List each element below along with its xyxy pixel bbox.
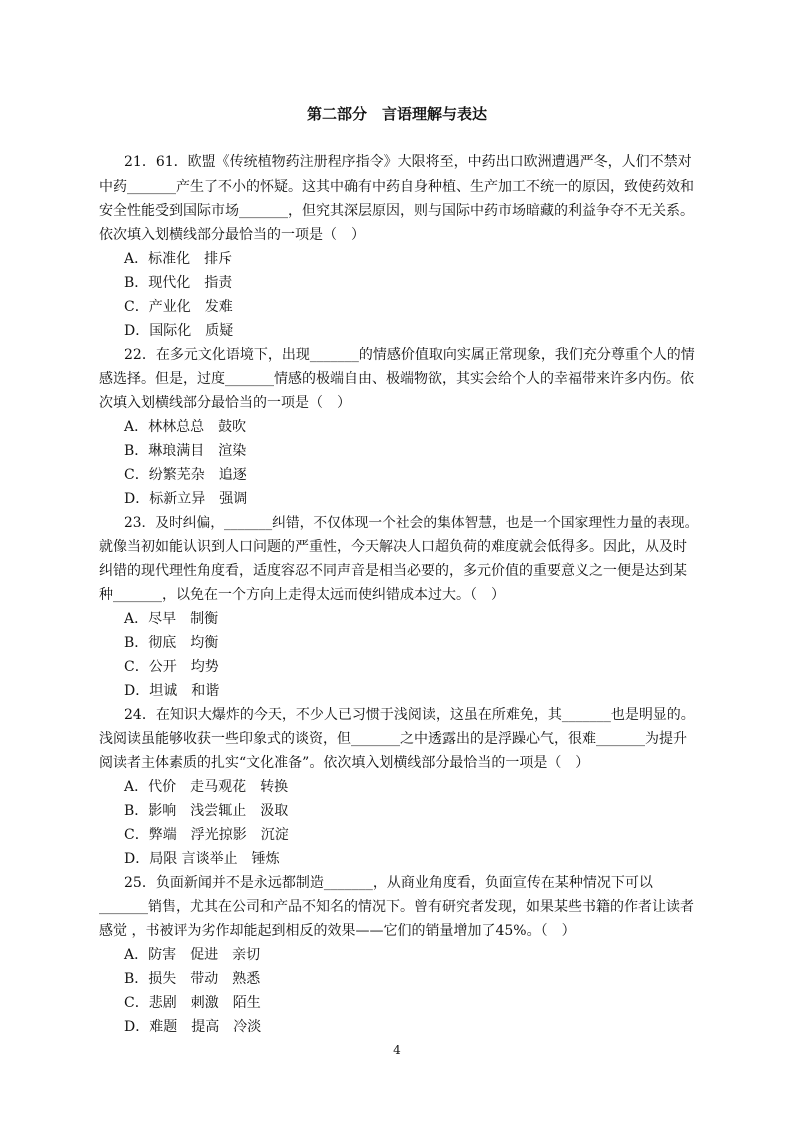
question-24-option-b: B．影响 浅尝辄止 汲取 xyxy=(124,803,289,819)
question-21-line-2: 中药_______产生了不小的怀疑。这其中确有中药自身种植、生产加工不统一的原因，致使药效和 xyxy=(99,179,694,195)
question-21-option-d: D．国际化 质疑 xyxy=(124,323,234,339)
page-number: 4 xyxy=(393,1043,401,1057)
question-23-line-4: 种_______，以免在一个方向上走得太远而使纠错成本过大。（ ） xyxy=(99,587,505,603)
question-23-line-1: 23．及时纠偏，_______纠错，不仅体现一个社会的集体智慧，也是一个国家理性力量的表现。 xyxy=(124,515,699,531)
question-21-line-3: 安全性能受到国际市场_______，但究其深层原因，则与国际中药市场暗藏的利益争夺不无关系。 xyxy=(99,203,694,219)
question-22-option-a: A．林林总总 鼓吹 xyxy=(124,419,247,435)
question-25-option-d: D．难题 提高 冷淡 xyxy=(124,1019,262,1035)
question-24-line-3: 阅读者主体素质的扎实“文化准备”。依次填入划横线部分最恰当的一项是（ ） xyxy=(99,755,590,771)
question-25-line-1: 25．负面新闻并不是永远都制造_______，从商业角度看，负面宣传在某种情况下可以 xyxy=(124,875,653,891)
question-24-option-d: D．局限 言谈举止 锤炼 xyxy=(124,851,280,867)
question-22-line-2: 感选择。但是，过度_______情感的极端自由、极端物欲，其实会给个人的幸福带来许多内伤。依 xyxy=(99,371,694,387)
section-title: 第二部分 言语理解与表达 xyxy=(306,105,487,123)
question-22-line-3: 次填入划横线部分最恰当的一项是（ ） xyxy=(99,395,351,411)
question-23-line-3: 纠错的现代理性角度看，适度容忍不同声音是相当必要的，多元价值的重要意义之一便是达到某 xyxy=(99,563,687,579)
question-24-line-2: 浅阅读虽能够收获一些印象式的谈资，但_______之中透露出的是浮躁心气，很难_______为提升 xyxy=(99,731,687,747)
question-21-option-c: C．产业化 发难 xyxy=(124,299,233,315)
question-21-line-1: 21．61．欧盟《传统植物药注册程序指令》大限将至，中药出口欧洲遭遇严冬，人们不禁对 xyxy=(124,154,692,170)
question-23-option-d: D．坦诚 和谐 xyxy=(124,683,220,699)
question-24-option-a: A．代价 走马观花 转换 xyxy=(124,779,289,795)
question-21-option-b: B．现代化 指责 xyxy=(124,275,233,291)
question-25-option-c: C．悲剧 刺激 陌生 xyxy=(124,995,261,1011)
question-21-option-a: A．标准化 排斥 xyxy=(124,251,233,267)
question-22-option-c: C．纷繁芜杂 追逐 xyxy=(124,467,247,483)
question-25-option-a: A．防害 促进 亲切 xyxy=(124,947,261,963)
question-23-option-a: A．尽早 制衡 xyxy=(124,611,219,627)
question-23-option-c: C．公开 均势 xyxy=(124,659,219,675)
question-24-line-1: 24．在知识大爆炸的今天，不少人已习惯于浅阅读，这虽在所难免，其_______也是明显的。 xyxy=(124,707,695,723)
question-22-line-1: 22．在多元文化语境下，出现_______的情感价值取向实属正常现象，我们充分尊重个人的情 xyxy=(124,347,695,363)
question-25-line-2: _______销售，尤其在公司和产品不知名的情况下。曾有研究者发现，如果某些书籍的作者让读者 xyxy=(99,899,694,915)
question-25-option-b: B．损失 带动 熟悉 xyxy=(124,971,261,987)
question-21-line-4: 依次填入划横线部分最恰当的一项是（ ） xyxy=(99,227,365,243)
question-25-line-3: 感觉 ，书被评为劣作却能起到相反的效果——它们的销量增加了45%。（ ） xyxy=(99,923,576,939)
question-23-line-2: 就像当初如能认识到人口问题的严重性，今天解决人口超负荷的难度就会低得多。因此，从及时 xyxy=(99,539,687,555)
question-23-option-b: B．彻底 均衡 xyxy=(124,635,219,651)
question-22-option-d: D．标新立异 强调 xyxy=(124,491,248,507)
question-24-option-c: C．弊端 浮光掠影 沉淀 xyxy=(124,827,289,843)
question-22-option-b: B．琳琅满目 渲染 xyxy=(124,443,247,459)
